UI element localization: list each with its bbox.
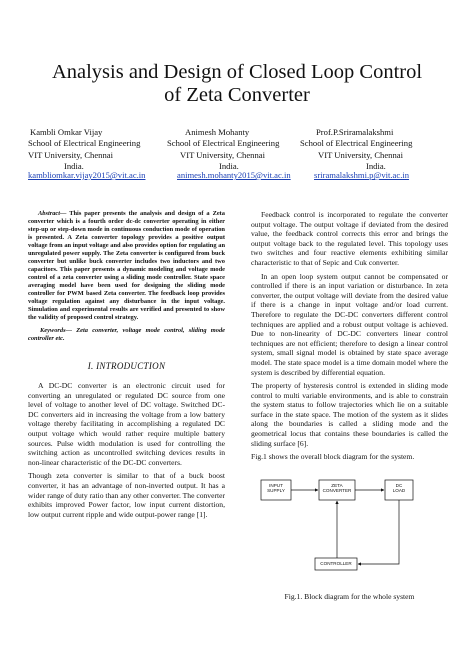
author-1 [28,127,140,172]
load-label-line-2: LOAD [392,488,406,494]
body-paragraph: The property of hysteresis control is extended in sliding mode control to multi variable environments, and is able to constrain the system status to follow trajectories which lie on a suitable surface in the state space. The motion of the system as it slides along the boundaries is called a sliding mode and the geometrical locus that contains these boundaries is called the sliding surface [6]. [251,381,448,448]
author-3-email-link[interactable]: sriramalakshmi.p@vit.ac.in [314,170,410,180]
abstract-text: This paper presents the analysis and design of a Zeta converter which is a fourth order dc-dc converter operating in either step-up or step-down mode in continuous conduction mode of operation is presented. A Zeta converter topology provides a positive output voltage from an input voltage and also provides option for regulating an unregulated power supply. The Zeta converter is configured from buck converter but unlike buck converter includes two inductors and two capacitors. This paper presents a dynamic modeling and voltage mode control of a zeta converter using a sliding mode controller. State space averaging model have been used for designing the sliding mode controller for PWM based Zeta converter. The feedback loop provides voltage regulation against any disturbance in the input voltage. Simulation and experimental results are verified and presented to show the validity of proposed control strategy. [28,210,225,321]
author-affiliation: School of Electrical Engineering [300,138,413,148]
body-paragraph: Feedback control is incorporated to regulate the converter output voltage. The output voltage if deviated from the desired value, the feedback control corrects this error and brings the output voltage back to the regulated level. This topology uses two switches and four reactive elements exhibiting similar characteristic to that of Sepic and Cuk converter. [251,210,448,267]
author-country: India. [64,161,84,171]
section-heading-introduction: I. INTRODUCTION [87,361,166,371]
zeta-converter-label [319,483,355,494]
abstract [28,210,225,322]
author-institution: VIT University, Chennai [180,150,265,160]
controller-label: CONTROLLER [320,560,352,566]
keywords: Keywords— Zeta converter, voltage mode control, sliding mode controller etc. [28,327,225,342]
author-name: Prof.P.Sriramalakshmi [316,127,394,137]
paper-title [30,61,444,107]
author-2-email-link[interactable]: animesh.mohanty2015@vit.ac.in [177,170,291,180]
left-column [28,210,225,523]
input-label-line-2: SUPPLY [267,488,285,494]
intro-paragraph: A DC-DC converter is an electronic circuit used for converting an unregulated or regulated DC source from one level of voltage to another level of DC voltage. Switched DC-DC converters aid in increasing the voltage from a low battery voltage thereby facilitating in accomplishing a regulated DC output voltage which would rather require multiple battery sources. Pulse width modulation is used for controlling the switching action as uncontrolled switching devices results in non-linear characteristic of the DC-DC converters. [28,381,225,467]
feedback-arrow [358,500,399,564]
author-name: Animesh Mohanty [185,127,250,137]
author-institution: VIT University, Chennai [28,150,113,160]
zeta-label-line-1: ZETA [331,482,343,488]
title-line-2: of Zeta Converter [164,84,310,106]
author-2 [167,127,279,172]
intro-paragraph: Though zeta converter is similar to that of a buck boost converter, it has an advantage of non-inverted output. It has a wider range of duty ratio than any other converter. The converter exhibits improved Power factor, low input current distortion, low output current ripple and wide output-power range [1]. [28,471,226,519]
title-line-1: Analysis and Design of Closed Loop Control [51,61,423,83]
figure-caption: Fig.1. Block diagram for the whole system [284,591,415,601]
right-column [251,210,448,601]
load-label-line-1: DC [395,482,403,488]
author-name: Kambli Omkar Vijay [30,127,103,137]
author-1-email-link[interactable]: kambliomkar.vijay2015@vit.ac.in [28,170,146,180]
body-paragraph: In an open loop system output cannot be compensated or controlled if there is an input variation or disturbance. In zeta converter, the output voltage will deviate from the desired value if there is a change in input voltage and/or load current. Therefore to regulate the DC-DC converters different control techniques are applied and a robust output voltage is achieved. Due to non-linearity of DC-DC converters linear control techniques are not efficient; therefore to design a linear control system, small signal model is obtained by state space average model. The state space model is a time domain model where the system is described by differential equation. [251,271,448,377]
input-supply-label [261,483,291,494]
author-institution: VIT University, Chennai [318,150,403,160]
author-country: India. [219,161,239,171]
author-country: India. [366,161,386,171]
zeta-label-line-2: CONVERTER [322,488,352,494]
author-affiliation: School of Electrical Engineering [28,138,141,148]
abstract-label: Abstract— [38,210,67,217]
body-paragraph: Fig.1 shows the overall block diagram for the system. [251,452,415,462]
dc-load-label [385,483,413,494]
author-3 [300,127,412,172]
figure-block-diagram [259,468,429,584]
input-label-line-1: INPUT [269,482,283,488]
author-affiliation: School of Electrical Engineering [167,138,280,148]
